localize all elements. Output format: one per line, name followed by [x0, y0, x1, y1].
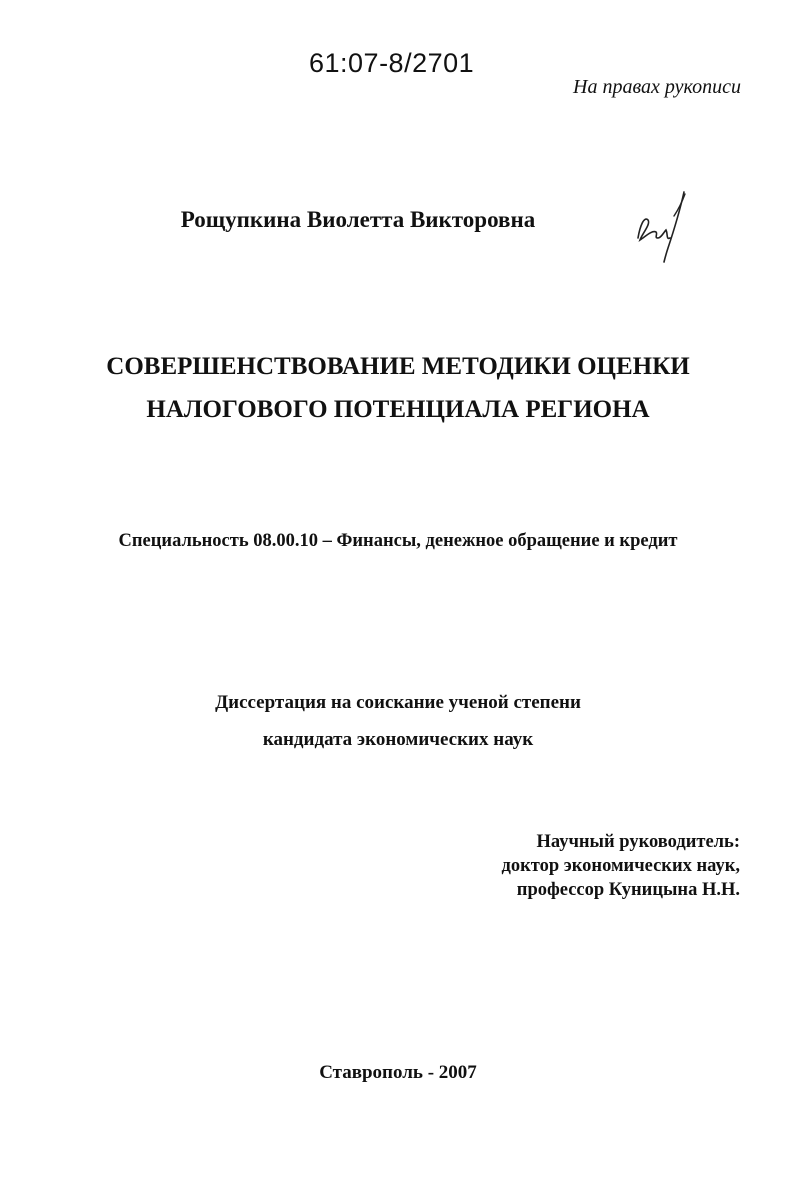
supervisor-name: профессор Куницына Н.Н. — [516, 880, 740, 900]
dissertation-title — [0, 345, 796, 431]
supervisor-degree: доктор экономических наук, — [501, 856, 740, 876]
degree-line-1: Диссертация на соискание ученой степени — [215, 692, 581, 713]
author-name: Рощупкина Виолетта Викторовна — [180, 207, 536, 232]
rights-note: На правах рукописи — [573, 76, 741, 98]
specialty: Специальность 08.00.10 – Финансы, денежное обращение и кредит — [118, 531, 678, 551]
degree-statement — [0, 684, 796, 758]
supervisor-label: Научный руководитель: — [536, 832, 740, 852]
supervisor-block — [501, 830, 740, 902]
archive-code: 61:07-8/2701 — [309, 48, 475, 78]
city-year: Ставрополь - 2007 — [319, 1062, 477, 1083]
title-line-1: СОВЕРШЕНСТВОВАНИЕ МЕТОДИКИ ОЦЕНКИ — [106, 353, 690, 380]
signature-icon — [628, 186, 698, 266]
degree-line-2: кандидата экономических наук — [262, 729, 534, 750]
title-line-2: НАЛОГОВОГО ПОТЕНЦИАЛА РЕГИОНА — [146, 396, 650, 423]
